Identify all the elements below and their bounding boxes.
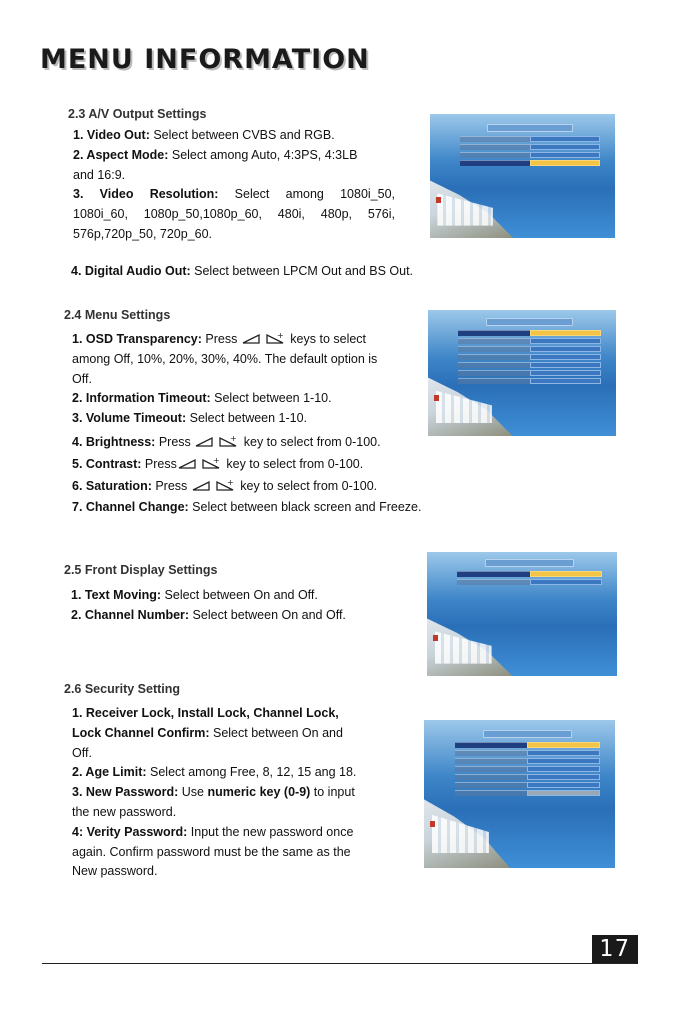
svg-text:+: +	[230, 433, 237, 443]
security-text: 1. Receiver Lock, Install Lock, Channel Lock, Lock Channel Confirm: Select between On and Off. 2. Age Limit: Select among Free, 8, 12, 15 ang 18. 3. New Password: Use numeric key (0-9) to input the new password. 4: Verity Password: Input the new password once again. Confirm password must be the same as the New password.	[72, 706, 357, 879]
section-heading-front-display: 2.5 Front Display Settings	[64, 563, 218, 577]
left-right-keys-icon	[191, 478, 237, 492]
section-heading-security: 2.6 Security Setting	[64, 682, 181, 696]
section-heading-menu-settings: 2.4 Menu Settings	[64, 308, 171, 322]
left-right-keys-icon	[177, 456, 223, 470]
svg-text:+: +	[212, 455, 220, 465]
section-heading-av-output: 2.3 A/V Output Settings	[68, 107, 207, 121]
av-output-text: 1. Video Out: Select between CVBS and RGB. 2. Aspect Mode: Select among Auto, 4:3PS, 4:3LB and 16:9. 3. Video Resolution: Select among 1080i_50, 1080i_60, 1080p_50,1080p_60, 480i, 480p, 576i, 576p,720p_50, 720p_60.	[73, 128, 395, 241]
left-right-keys-icon	[194, 434, 240, 448]
front-display-text: 1. Text Moving: Select between On and Off. 2. Channel Number: Select between On and Off.	[71, 588, 346, 622]
page-title: MENU INFORMATION	[40, 44, 370, 75]
svg-text:+: +	[226, 477, 234, 487]
footer-rule	[42, 963, 638, 964]
left-right-keys-icon	[241, 331, 287, 345]
page-number: 17	[592, 935, 638, 964]
front-display-screenshot	[427, 552, 617, 676]
av-output-screenshot	[430, 114, 615, 238]
security-screenshot	[424, 720, 615, 868]
av-digital-audio-text: 4. Digital Audio Out: Select between LPCM Out and BS Out.	[71, 264, 414, 278]
menu-settings-text: 1. OSD Transparency: Press + keys to select among Off, 10%, 20%, 30%, 40%. The default option is Off. 2. Information Timeout: Select between 1-10. 3. Volume Timeout: Select between 1-10. 4. Brightness: Press + key to select from 0-100. 5. Contrast: Press + key to select from 0-100. 6. Saturation: Press + key to select from 0-100. 7. Channel Change: Select between black screen and Freeze.	[72, 331, 422, 515]
svg-text:+: +	[276, 331, 284, 340]
menu-settings-screenshot	[428, 310, 616, 436]
